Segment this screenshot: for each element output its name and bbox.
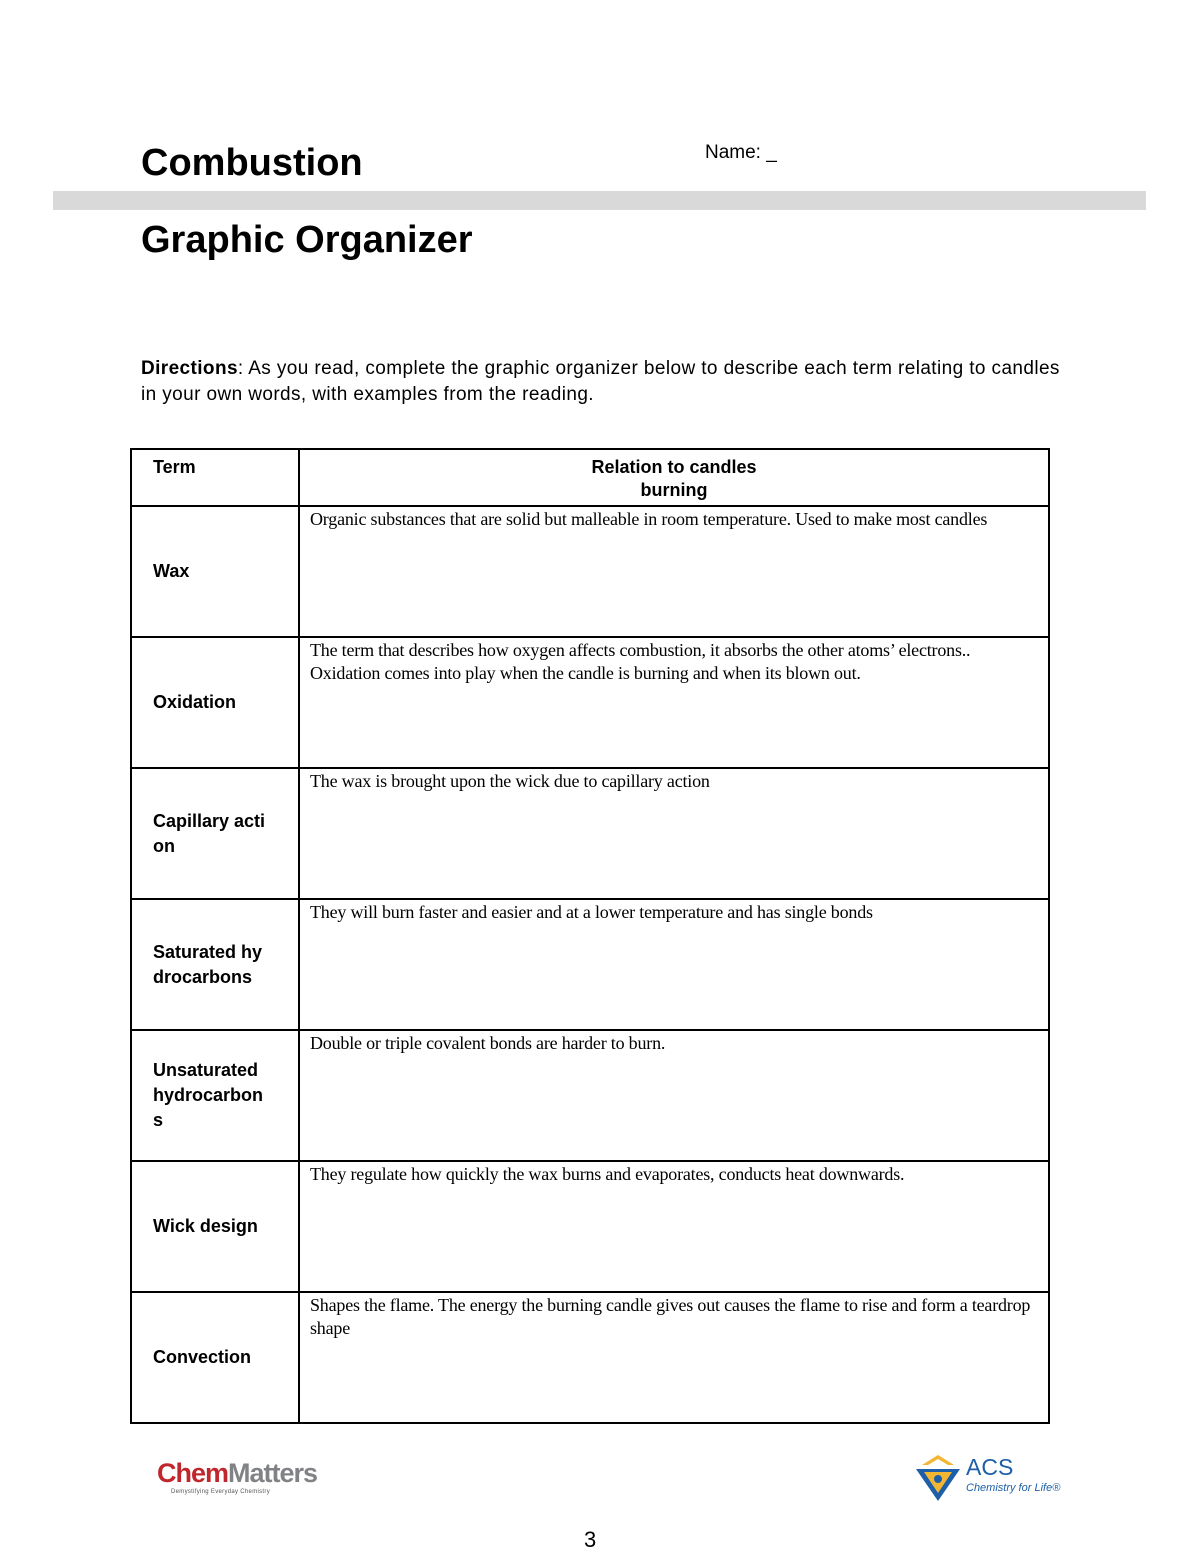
header-divider-bar	[53, 191, 1146, 210]
term-cell: Convection	[131, 1292, 299, 1423]
definition-cell[interactable]: The wax is brought upon the wick due to capillary action	[299, 768, 1049, 899]
page-number: 3	[584, 1527, 597, 1552]
definition-cell[interactable]: Shapes the flame. The energy the burning candle gives out causes the flame to rise and form a teardrop shape	[299, 1292, 1049, 1423]
header-relation-line1: Relation to candles	[591, 457, 757, 477]
definition-cell[interactable]: Double or triple covalent bonds are harder to burn.	[299, 1030, 1049, 1161]
acs-emblem-icon	[914, 1453, 962, 1503]
name-field-label: Name: _	[705, 142, 777, 163]
term-cell: Wax	[131, 506, 299, 637]
term-cell: Capillary action	[131, 768, 299, 899]
header-relation	[299, 449, 1049, 506]
term-cell: Oxidation	[131, 637, 299, 768]
table-row	[131, 1030, 1049, 1161]
table-row	[131, 768, 1049, 899]
term-cell: Saturated hydrocarbons	[131, 899, 299, 1030]
term-cell: Wick design	[131, 1161, 299, 1292]
table-row	[131, 899, 1049, 1030]
directions-text: : As you read, complete the graphic organizer below to describe each term relating to candles in your own words, with examples from the reading.	[141, 358, 1060, 405]
header-term: Term	[131, 449, 299, 506]
acs-logo	[914, 1453, 1064, 1503]
chemmatters-logo	[157, 1458, 332, 1495]
graphic-organizer-table	[130, 448, 1050, 1424]
chemmatters-logo-chem: Chem	[157, 1458, 229, 1488]
definition-cell[interactable]: They regulate how quickly the wax burns and evaporates, conducts heat downwards.	[299, 1161, 1049, 1292]
table-header-row	[131, 449, 1049, 506]
acs-logo-text: ACS	[966, 1454, 1014, 1480]
table-row	[131, 1292, 1049, 1423]
document-subtitle: Graphic Organizer	[141, 219, 473, 261]
chemmatters-logo-matters: Matters	[228, 1458, 318, 1488]
directions-paragraph	[141, 356, 1081, 408]
definition-cell[interactable]: Organic substances that are solid but malleable in room temperature. Used to make most candles	[299, 506, 1049, 637]
directions-label: Directions	[141, 358, 238, 379]
table-row	[131, 506, 1049, 637]
header-relation-line2: burning	[640, 480, 708, 500]
definition-cell[interactable]: They will burn faster and easier and at a lower temperature and has single bonds	[299, 899, 1049, 1030]
table-row	[131, 1161, 1049, 1292]
acs-logo-tagline: Chemistry for Life®	[966, 1482, 1061, 1494]
table-row	[131, 637, 1049, 768]
document-title: Combustion	[141, 142, 363, 184]
chemmatters-tagline: Demystifying Everyday Chemistry	[171, 1489, 270, 1495]
term-cell: Unsaturated hydrocarbons	[131, 1030, 299, 1161]
definition-cell[interactable]: The term that describes how oxygen affects combustion, it absorbs the other atoms’ electrons.. Oxidation comes into play when the candle is burning and when its blown out.	[299, 637, 1049, 768]
